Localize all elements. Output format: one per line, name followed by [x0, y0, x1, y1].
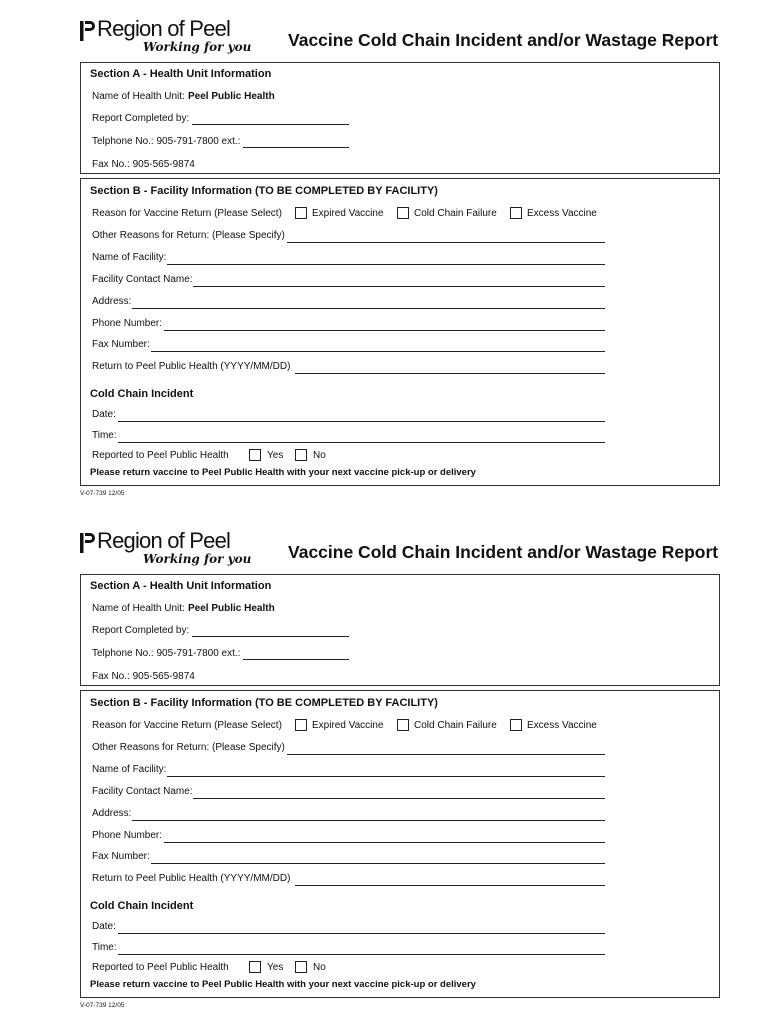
incident-time-field[interactable] — [118, 442, 605, 443]
expired-vaccine-label: Expired Vaccine — [312, 720, 384, 731]
contact-name-label: Facility Contact Name: — [92, 786, 193, 797]
logo-name: Region of Peel — [97, 16, 231, 41]
telephone-ext-field[interactable] — [243, 147, 349, 148]
health-unit-label: Name of Health Unit: — [92, 603, 185, 614]
contact-name-field[interactable] — [193, 286, 605, 287]
return-date-label: Return to Peel Public Health (YYYY/MM/DD) — [92, 873, 291, 884]
phone-number-label: Phone Number: — [92, 318, 163, 329]
fax-number-label: Fax Number: — [92, 339, 150, 350]
reported-label: Reported to Peel Public Health — [92, 962, 229, 973]
facility-name-field[interactable] — [167, 776, 605, 777]
return-date-label: Return to Peel Public Health (YYYY/MM/DD) — [92, 361, 291, 372]
telephone-label: Telphone No.: 905-791-7800 ext.: — [92, 136, 241, 147]
facility-name-field[interactable] — [167, 264, 605, 265]
expired-vaccine-label: Expired Vaccine — [312, 208, 384, 219]
incident-date-field[interactable] — [118, 933, 605, 934]
telephone-ext-field[interactable] — [243, 659, 349, 660]
health-unit-value: Peel Public Health — [188, 91, 275, 102]
reported-yes-checkbox[interactable] — [249, 449, 261, 461]
peel-p-icon — [80, 533, 95, 553]
incident-time-label: Time: — [92, 942, 117, 953]
cold-chain-failure-label: Cold Chain Failure — [414, 720, 497, 731]
incident-date-field[interactable] — [118, 421, 605, 422]
fax-number-field[interactable] — [151, 863, 605, 864]
section-a-box — [80, 62, 720, 174]
section-a-heading: Section A - Health Unit Information — [90, 580, 272, 592]
return-instruction: Please return vaccine to Peel Public Health with your next vaccine pick-up or delivery — [90, 979, 476, 990]
completed-by-label: Report Completed by: — [92, 113, 190, 124]
return-date-field[interactable] — [295, 885, 605, 886]
other-reasons-field[interactable] — [287, 242, 605, 243]
phone-number-label: Phone Number: — [92, 830, 163, 841]
logo-tagline: Working for you — [143, 40, 252, 54]
section-a-box — [80, 574, 720, 686]
cold-chain-failure-checkbox[interactable] — [397, 719, 409, 731]
address-label: Address: — [92, 296, 132, 307]
other-reasons-label: Other Reasons for Return: (Please Specify) — [92, 230, 285, 241]
region-of-peel-logo — [80, 16, 252, 66]
completed-by-field[interactable] — [192, 124, 349, 125]
section-b-heading: Section B - Facility Information (TO BE COMPLETED BY FACILITY) — [90, 697, 438, 709]
peel-p-icon — [80, 21, 95, 41]
incident-date-label: Date: — [92, 409, 116, 420]
fax-number-label: Fax Number: — [92, 851, 150, 862]
form-code: V-07-739 12/05 — [80, 1002, 125, 1009]
health-unit-label: Name of Health Unit: — [92, 91, 185, 102]
health-unit-value: Peel Public Health — [188, 603, 275, 614]
section-a-heading: Section A - Health Unit Information — [90, 68, 272, 80]
reported-yes-label: Yes — [267, 962, 284, 973]
expired-vaccine-checkbox[interactable] — [295, 719, 307, 731]
incident-time-field[interactable] — [118, 954, 605, 955]
reason-label: Reason for Vaccine Return (Please Select) — [92, 208, 282, 219]
logo-name: Region of Peel — [97, 528, 231, 553]
return-instruction: Please return vaccine to Peel Public Health with your next vaccine pick-up or delivery — [90, 467, 476, 478]
cold-chain-failure-label: Cold Chain Failure — [414, 208, 497, 219]
completed-by-field[interactable] — [192, 636, 349, 637]
fax-number-field[interactable] — [151, 351, 605, 352]
cold-chain-failure-checkbox[interactable] — [397, 207, 409, 219]
region-of-peel-logo — [80, 528, 252, 578]
excess-vaccine-label: Excess Vaccine — [527, 720, 597, 731]
section-b-box — [80, 178, 720, 486]
reported-label: Reported to Peel Public Health — [92, 450, 229, 461]
report-form-copy — [0, 512, 770, 1024]
fax-label: Fax No.: 905-565-9874 — [92, 671, 195, 682]
excess-vaccine-checkbox[interactable] — [510, 719, 522, 731]
facility-name-label: Name of Facility: — [92, 252, 167, 263]
reported-no-checkbox[interactable] — [295, 961, 307, 973]
expired-vaccine-checkbox[interactable] — [295, 207, 307, 219]
cold-chain-heading: Cold Chain Incident — [90, 388, 194, 400]
excess-vaccine-checkbox[interactable] — [510, 207, 522, 219]
section-b-heading: Section B - Facility Information (TO BE COMPLETED BY FACILITY) — [90, 185, 438, 197]
return-date-field[interactable] — [295, 373, 605, 374]
completed-by-label: Report Completed by: — [92, 625, 190, 636]
incident-date-label: Date: — [92, 921, 116, 932]
telephone-label: Telphone No.: 905-791-7800 ext.: — [92, 648, 241, 659]
section-b-box — [80, 690, 720, 998]
reported-no-label: No — [313, 450, 326, 461]
reason-label: Reason for Vaccine Return (Please Select) — [92, 720, 282, 731]
other-reasons-field[interactable] — [287, 754, 605, 755]
logo-tagline: Working for you — [143, 552, 252, 566]
address-label: Address: — [92, 808, 132, 819]
reported-no-checkbox[interactable] — [295, 449, 307, 461]
reported-yes-checkbox[interactable] — [249, 961, 261, 973]
form-code: V-07-739 12/05 — [80, 490, 125, 497]
report-title: Vaccine Cold Chain Incident and/or Wastage Report — [288, 30, 719, 50]
other-reasons-label: Other Reasons for Return: (Please Specify) — [92, 742, 285, 753]
phone-number-field[interactable] — [164, 842, 605, 843]
address-field[interactable] — [132, 820, 605, 821]
cold-chain-heading: Cold Chain Incident — [90, 900, 194, 912]
report-title: Vaccine Cold Chain Incident and/or Wastage Report — [288, 542, 719, 562]
facility-name-label: Name of Facility: — [92, 764, 167, 775]
reported-yes-label: Yes — [267, 450, 284, 461]
fax-label: Fax No.: 905-565-9874 — [92, 159, 195, 170]
incident-time-label: Time: — [92, 430, 117, 441]
phone-number-field[interactable] — [164, 330, 605, 331]
reported-no-label: No — [313, 962, 326, 973]
address-field[interactable] — [132, 308, 605, 309]
contact-name-field[interactable] — [193, 798, 605, 799]
excess-vaccine-label: Excess Vaccine — [527, 208, 597, 219]
contact-name-label: Facility Contact Name: — [92, 274, 193, 285]
